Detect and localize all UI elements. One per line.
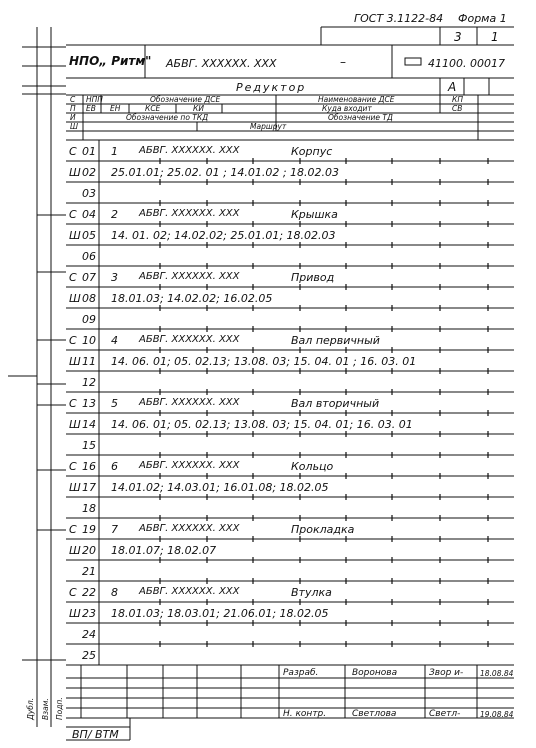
- litera: А: [448, 80, 457, 94]
- row-number: 04: [82, 208, 96, 221]
- row-type: С: [69, 397, 77, 410]
- item-name: Вал вторичный: [291, 397, 380, 410]
- route-text: 25.01.01; 25.02. 01 ; 14.01.02 ; 18.02.03: [111, 166, 340, 179]
- row-type: С: [69, 145, 77, 158]
- legend-kuda: Куда входит: [322, 104, 372, 113]
- row-number: 20: [82, 544, 96, 557]
- gost-label: ГОСТ 3.1122-84: [354, 12, 444, 25]
- row-type: Ш: [69, 229, 81, 242]
- row-number: 19: [82, 523, 96, 536]
- item-number: 5: [111, 397, 118, 410]
- route-text: 14.01.02; 14.03.01; 16.01.08; 18.02.05: [111, 481, 329, 494]
- item-name: Крышка: [291, 208, 338, 221]
- item-number: 8: [111, 586, 118, 599]
- item-code: АБВГ. XXXXXX. XXX: [139, 460, 240, 471]
- row-type: Ш: [69, 355, 81, 368]
- legend-i: И: [70, 113, 76, 122]
- legend-route: Маршрут: [250, 122, 287, 131]
- row-number: 17: [82, 481, 96, 494]
- item-name: Привод: [291, 271, 335, 284]
- legend-kp: КП: [452, 95, 463, 104]
- row-number: 24: [82, 628, 96, 641]
- row-number: 01: [82, 145, 96, 158]
- route-text: 14. 01. 02; 14.02.02; 25.01.01; 18.02.03: [111, 229, 336, 242]
- item-number: 3: [111, 271, 118, 284]
- nkontr-label: Н. контр.: [283, 709, 327, 719]
- legend-tkd: Обозначение по ТКД: [126, 113, 209, 122]
- legend-ev: ЕВ: [86, 104, 96, 113]
- row-type: С: [69, 208, 77, 221]
- rectangle-icon: [405, 58, 421, 65]
- row-type: Ш: [69, 166, 81, 179]
- row-number: 25: [82, 649, 96, 662]
- legend-dse-code: Обозначение ДСЕ: [150, 95, 221, 104]
- item-number: 7: [111, 523, 118, 536]
- row-type: С: [69, 271, 77, 284]
- row-type: С: [69, 586, 77, 599]
- razrab-signature: Звор и-: [429, 668, 464, 678]
- sheets-count: 1: [491, 30, 499, 44]
- row-number: 22: [82, 586, 96, 599]
- item-name: Кольцо: [291, 460, 334, 473]
- item-number: 6: [111, 460, 118, 473]
- item-code: АБВГ. XXXXXX. XXX: [139, 271, 240, 282]
- route-text: 18.01.03; 14.02.02; 16.02.05: [111, 292, 273, 305]
- item-number: 1: [111, 145, 118, 158]
- row-number: 16: [82, 460, 96, 473]
- nkontr-date: 19.08.84: [480, 710, 514, 719]
- row-type: Ш: [69, 481, 81, 494]
- row-number: 18: [82, 502, 96, 515]
- row-number: 23: [82, 607, 96, 620]
- legend-npp: НПП: [86, 95, 103, 104]
- forma-label: Форма 1: [458, 12, 507, 25]
- razrab-name: Воронова: [352, 668, 398, 678]
- row-number: 08: [82, 292, 96, 305]
- legend-sv: СВ: [452, 104, 463, 113]
- row-number: 12: [82, 376, 96, 389]
- org-name: НПО„ Ритм": [69, 54, 152, 68]
- row-type: Ш: [69, 292, 81, 305]
- legend-dse-name: Наименование ДСЕ: [318, 95, 395, 104]
- doc-code: АБВГ. XXXXXX. XXX: [166, 57, 277, 70]
- inner-frame: [66, 27, 514, 727]
- item-code: АБВГ. XXXXXX. XXX: [139, 586, 240, 597]
- item-name: Вал первичный: [291, 334, 380, 347]
- row-type: Ш: [69, 544, 81, 557]
- item-number: 4: [111, 334, 118, 347]
- row-number: 06: [82, 250, 96, 263]
- row-type: Ш: [69, 418, 81, 431]
- item-code: АБВГ. XXXXXX. XXX: [139, 208, 240, 219]
- row-number: 07: [82, 271, 96, 284]
- legend-p: П: [70, 104, 76, 113]
- route-text: 18.01.03; 18.03.01; 21.06.01; 18.02.05: [111, 607, 329, 620]
- item-name: Корпус: [291, 145, 333, 158]
- row-number: 05: [82, 229, 96, 242]
- row-type: С: [69, 523, 77, 536]
- legend-sh: Ш: [70, 122, 79, 131]
- legend-td: Обозначение ТД: [328, 113, 393, 122]
- legend-kse: КСЕ: [145, 104, 161, 113]
- margin-dubl: Дубл.: [26, 697, 35, 720]
- margin-podp: Подп.: [55, 697, 64, 720]
- row-type: С: [69, 460, 77, 473]
- nkontr-signature: Светл-: [429, 709, 461, 719]
- row-number: 15: [82, 439, 96, 452]
- item-name: Прокладка: [291, 523, 355, 536]
- legend-ki: КИ: [193, 104, 204, 113]
- row-number: 02: [82, 166, 96, 179]
- item-code: АБВГ. XXXXXX. XXX: [139, 397, 240, 408]
- row-number: 11: [82, 355, 96, 368]
- footer-code: ВП/ ВТМ: [72, 728, 119, 741]
- route-text: 14. 06. 01; 05. 02.13; 13.08. 03; 15. 04. 01 ; 16. 03. 01: [111, 355, 417, 368]
- doc-dash: –: [340, 55, 346, 69]
- item-number: 2: [111, 208, 118, 221]
- sheet-number: 3: [454, 30, 462, 44]
- razrab-date: 18.08.84: [480, 669, 514, 678]
- product-title: Редуктор: [236, 81, 307, 94]
- row-type: Ш: [69, 607, 81, 620]
- row-number: 09: [82, 313, 96, 326]
- row-number: 03: [82, 187, 96, 200]
- row-number: 14: [82, 418, 96, 431]
- item-code: АБВГ. XXXXXX. XXX: [139, 145, 240, 156]
- item-code: АБВГ. XXXXXX. XXX: [139, 334, 240, 345]
- route-text: 18.01.07; 18.02.07: [111, 544, 217, 557]
- item-name: Втулка: [291, 586, 332, 599]
- legend-c: С: [70, 95, 76, 104]
- razrab-label: Разраб.: [283, 668, 319, 678]
- nkontr-name: Светлова: [352, 709, 397, 719]
- item-code: АБВГ. XXXXXX. XXX: [139, 523, 240, 534]
- doc-number: 41100. 00017: [428, 57, 505, 70]
- route-text: 14. 06. 01; 05. 02.13; 13.08. 03; 15. 04. 01; 16. 03. 01: [111, 418, 413, 431]
- left-margin-lines: [8, 27, 66, 727]
- row-number: 21: [82, 565, 96, 578]
- row-number: 13: [82, 397, 96, 410]
- row-number: 10: [82, 334, 96, 347]
- row-type: С: [69, 334, 77, 347]
- margin-vzam: Взам.: [41, 698, 50, 720]
- legend-en: ЕН: [110, 104, 121, 113]
